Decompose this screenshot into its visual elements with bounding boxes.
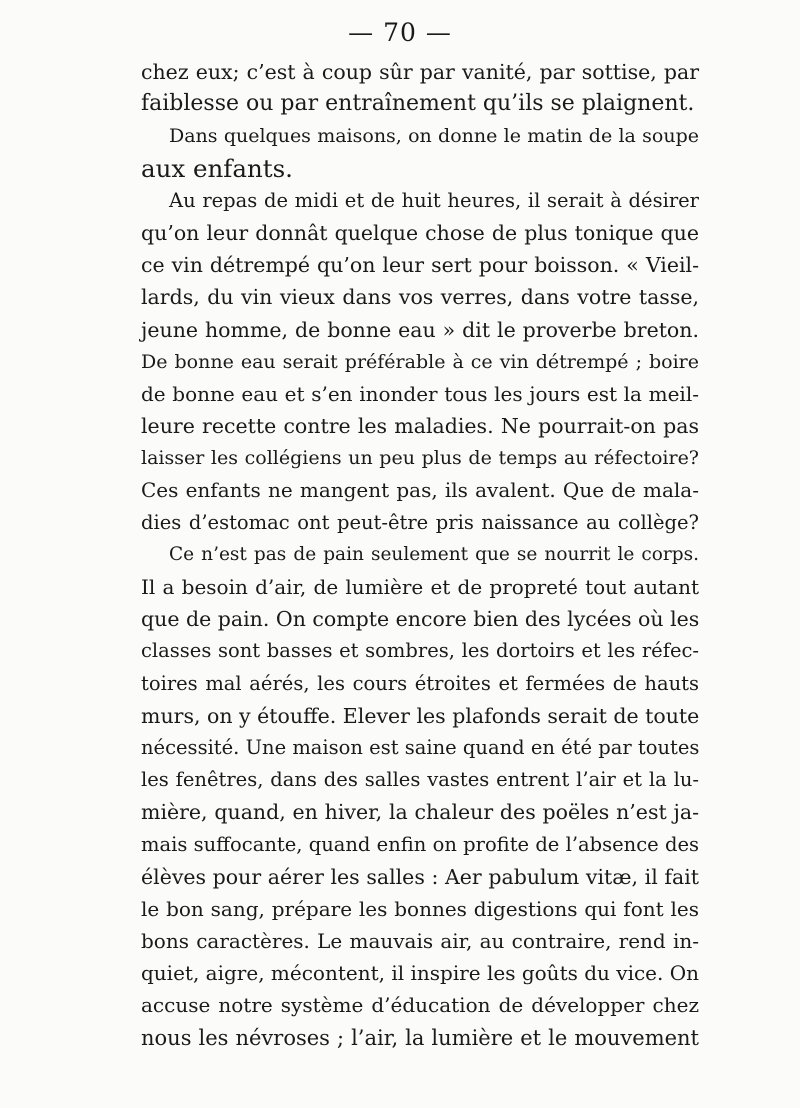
text-line: faiblesse ou par entraînement qu’ils se plaignent. (141, 91, 695, 117)
text-line: lards, du vin vieux dans vos verres, dans votre tasse, (141, 285, 699, 310)
text-line: jeune homme, de bonne eau » dit le proverbe breton. (141, 317, 699, 342)
text-line: quiet, aigre, mécontent, il inspire les goûts du vice. On (141, 961, 699, 986)
text-line: chez eux; c’est à coup sûr par vanité, par sottise, par (141, 60, 699, 84)
text-line: que de pain. On compte encore bien des lycées où les (141, 607, 700, 632)
text-line: élèves pour aérer les salles : Aer pabulum vitæ, il fait (141, 864, 699, 889)
text-line: nécessité. Une maison est saine quand en été par toutes (141, 735, 700, 759)
text-line: De bonne eau serait préférable à ce vin détrempé ; boire (141, 350, 699, 373)
text-line: mais suffocante, quand enfin on profite de l’absence des (141, 832, 699, 856)
text-line: de bonne eau et s’en inonder tous les jours est la meil- (141, 381, 699, 406)
body-text (141, 56, 699, 1054)
text-line: les fenêtres, dans des salles vastes entrent l’air et la lu- (141, 768, 699, 792)
text-line: dies d’estomac ont peut-être pris naissance au collège? (141, 510, 699, 534)
text-line: Il a besoin d’air, de lumière et de propreté tout autant (141, 575, 699, 599)
text-line: bons caractères. Le mauvais air, au contraire, rend in- (141, 929, 699, 954)
text-line: Au repas de midi et de huit heures, il serait à désirer (169, 188, 699, 212)
text-line: leure recette contre les maladies. Ne pourrait-on pas (141, 414, 699, 439)
text-line: mière, quand, en hiver, la chaleur des poëles n’est ja- (141, 800, 699, 825)
text-line: laisser les collégiens un peu plus de temps au réfectoire? (141, 447, 699, 470)
text-line: ce vin détrempé qu’on leur sert pour boisson. « Vieil- (141, 253, 699, 278)
text-line: toires mal aérés, les cours étroites et fermées de hauts (141, 671, 699, 695)
text-line: Dans quelques maisons, on donne le matin de la soupe (169, 125, 699, 148)
text-line: murs, on y étouffe. Elever les plafonds serait de toute (141, 703, 700, 728)
text-line: Ces enfants ne mangent pas, ils avalent. Que de mala- (141, 478, 699, 503)
text-line: qu’on leur donnât quelque chose de plus tonique que (141, 220, 699, 245)
text-line: classes sont basses et sombres, les dortoirs et les réfec- (141, 639, 699, 663)
text-line: le bon sang, prépare les bonnes digestions qui font les (141, 896, 699, 921)
text-line: nous les névroses ; l’air, la lumière et le mouvement (141, 1025, 699, 1050)
text-line: accuse notre système d’éducation de développer chez (141, 993, 699, 1018)
text-line: aux enfants. (141, 153, 293, 183)
text-line: Ce n’est pas de pain seulement que se nourrit le corps. (169, 543, 699, 565)
page-number: — 70 — (348, 18, 452, 47)
